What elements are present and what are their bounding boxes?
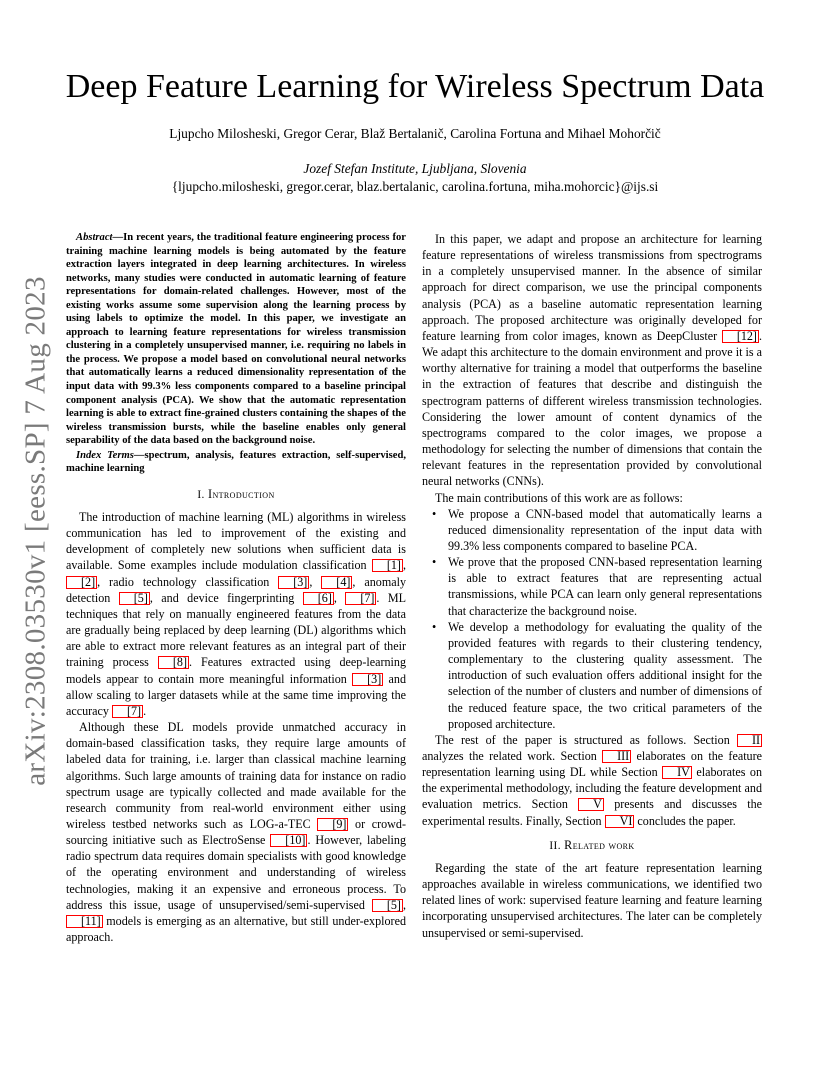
arxiv-identifier bbox=[14, 276, 58, 786]
citation-link[interactable]: [11] bbox=[66, 915, 103, 928]
bullet-icon: • bbox=[432, 619, 437, 634]
section-link[interactable]: IV bbox=[662, 766, 692, 779]
abstract-label: Abstract bbox=[76, 232, 113, 243]
intro-paragraph-2: Although these DL models provide unmatched accuracy in domain-based classification tasks, they require large amounts of labeled data for training, i.e. larger than classical machine learning algorithms. Such large amounts of training data for instance on radio spectrum usage are typically collected and made available for the research community from real-world environment either using wireless testbed networks such as LOG-a-TEC [9] or crowd-sourcing initiative such as ElectroSense [10] . However, labeling radio spectrum data requires domain specialists with good knowledge of the operating environment and understanding of wireless technologies, making it an expensive and erroneous process. To address this issue, usage of unsupervised/semi-supervised [5] , [11] models is emerging as an alternative, but still under-explored approach. bbox=[66, 720, 407, 945]
intro-paragraph-5: The rest of the paper is structured as follows. Section II analyzes the related work. Section III elaborates on the feature representation learning using DL while Section IV elaborates on the experimental methodology, including the feature development and evaluation metrics. Section V presents and discusses the experimental results. Finally, Section VI concludes the paper. bbox=[422, 732, 763, 828]
author-emails: {ljupcho.milosheski, gregor.cerar, blaz.bertalanic, carolina.fortuna, miha.mohorcic}@ijs.si bbox=[171, 179, 659, 194]
intro-paragraph-3: In this paper, we adapt and propose an architecture for learning feature representations of wireless transmissions from spectrograms in a completely unsupervised manner. In the absence of similar approach for direct comparison, we use the principal components analysis (PCA) as a baseline automatic representation learning approach. The proposed architecture was originally developed for feature learning from color images, known as DeepCluster [12] . We adapt this architecture to the domain environment and prove it is a worthy alternative for training a model that outperforms the baseline in the extraction of features that describe and distinguish the spectrogram patterns of different wireless transmission technologies. Considering the lower amount of content dynamics of the spectrograms compared to the color images, we propose a methodology for selecting the number of dimensions that contain the relevant features in the representation provided by convolutional neural networks (CNNs). bbox=[422, 232, 762, 489]
list-item: • We prove that the proposed CNN-based representation learning is able to extract features that are representing actual transmissions, while PCA can learn only general representations that characterize the background noise. bbox=[432, 555, 762, 618]
arxiv-identifier-text: arXiv:2308.03530v1 [eess.SP] 7 Aug 2023 bbox=[19, 276, 52, 786]
index-terms bbox=[66, 449, 406, 476]
section-heading-introduction: I. Introduction bbox=[197, 486, 275, 501]
citation-link[interactable]: [10] bbox=[270, 834, 307, 847]
citation-link[interactable]: [2] bbox=[66, 576, 97, 589]
section-heading-related-work: II. Related work bbox=[549, 837, 635, 852]
citation-link[interactable]: [5] bbox=[119, 592, 150, 605]
citation-link[interactable]: [3] bbox=[352, 673, 383, 686]
abstract-text: —In recent years, the traditional feature engineering process for training machine learning models is being automated by the feature extraction layers integrated in deep learning architectures. In wireless networks, many studies were conducted in automatic learning of feature representations for domain-related challenges. However, most of the existing works assume some supervision along the learning process by using labels to optimize the model. In this paper, we investigate an approach to learning feature representations for wireless transmission clustering in a completely unsupervised manner, i.e. requiring no labels in the process. We propose a model based on convolutional neural networks that automatically learns a reduced dimensionality representation of the input data with 99.3% less components compared to a baseline principal component analysis (PCA). We show that the automatic representation learning is able to extract fine-grained clusters containing the shapes of the wireless transmission bursts, while the baseline enables only general separability of the data based on the background noise. bbox=[66, 232, 406, 447]
citation-link[interactable]: [7] bbox=[112, 705, 143, 718]
index-terms-label: Index Terms bbox=[76, 449, 134, 461]
citation-link[interactable]: [1] bbox=[372, 559, 403, 572]
intro-paragraph-4: The main contributions of this work are as follows: bbox=[435, 490, 683, 505]
paper-title: Deep Feature Learning for Wireless Spectrum Data bbox=[65, 68, 765, 105]
citation-link[interactable]: [12] bbox=[722, 330, 759, 343]
section-link[interactable]: II bbox=[737, 734, 762, 747]
related-paragraph-1: Regarding the state of the art feature representation learning approaches available in wireless communications, we identified two related lines of work: supervised feature learning and feature learning incorporating unsupervised architectures. The later can be completely unsupervised or semi-supervised. bbox=[422, 860, 762, 940]
list-item: • We develop a methodology for evaluating the quality of the provided features with regards to their clustering tendency, complementary to the clustering quality assessment. The introduction of such evaluation offers additional insight for the selection of the number of clusters and number of dimensions of the reduced feature space, the two critical parameters of the proposed architecture. bbox=[432, 619, 762, 731]
section-link[interactable]: III bbox=[602, 750, 631, 763]
abstract bbox=[66, 231, 406, 448]
author-list: Ljupcho Milosheski, Gregor Cerar, Blaž Bertalanič, Carolina Fortuna and Mihael Mohorčič bbox=[169, 126, 661, 141]
section-link[interactable]: V bbox=[578, 798, 604, 811]
intro-paragraph-1: The introduction of machine learning (ML) algorithms in wireless communication has led to improvement of the existing and development of completely new solutions when sufficient data is available. Some examples include modulation classification [1] , [2] , radio technology classification [3] , [4] , anomaly detection [5] , and device fingerprinting [6] , [7] . ML techniques that rely on manually engineered features from the data are gradually being replaced by deep learning (DL) algorithms which are able to extract more relevant features as an integral part of their training process [8] . Features extracted using deep-learning models appear to contain more meaningful information [3] and allow scaling to larger datasets while at the same time improving the accuracy [7] . bbox=[66, 510, 407, 718]
citation-link[interactable]: [9] bbox=[317, 818, 348, 831]
section-link[interactable]: VI bbox=[605, 815, 635, 828]
citation-link[interactable]: [3] bbox=[278, 576, 309, 589]
left-column bbox=[66, 231, 406, 945]
contributions-list bbox=[422, 506, 762, 732]
citation-link[interactable]: [4] bbox=[321, 576, 352, 589]
list-item: • We propose a CNN-based model that automatically learns a reduced dimensionality representation of the input data with 99.3% less components compared to baseline PCA. bbox=[432, 506, 762, 553]
right-column bbox=[422, 231, 762, 941]
affiliation: Jozef Stefan Institute, Ljubljana, Slovenia bbox=[303, 161, 527, 176]
citation-link[interactable]: [7] bbox=[345, 592, 376, 605]
citation-link[interactable]: [8] bbox=[158, 656, 189, 669]
citation-link[interactable]: [5] bbox=[372, 899, 403, 912]
index-terms-text: —spectrum, analysis, features extraction, self-supervised, machine learning bbox=[66, 449, 406, 475]
bullet-icon: • bbox=[432, 506, 437, 521]
bullet-icon: • bbox=[432, 555, 437, 570]
citation-link[interactable]: [6] bbox=[303, 592, 334, 605]
